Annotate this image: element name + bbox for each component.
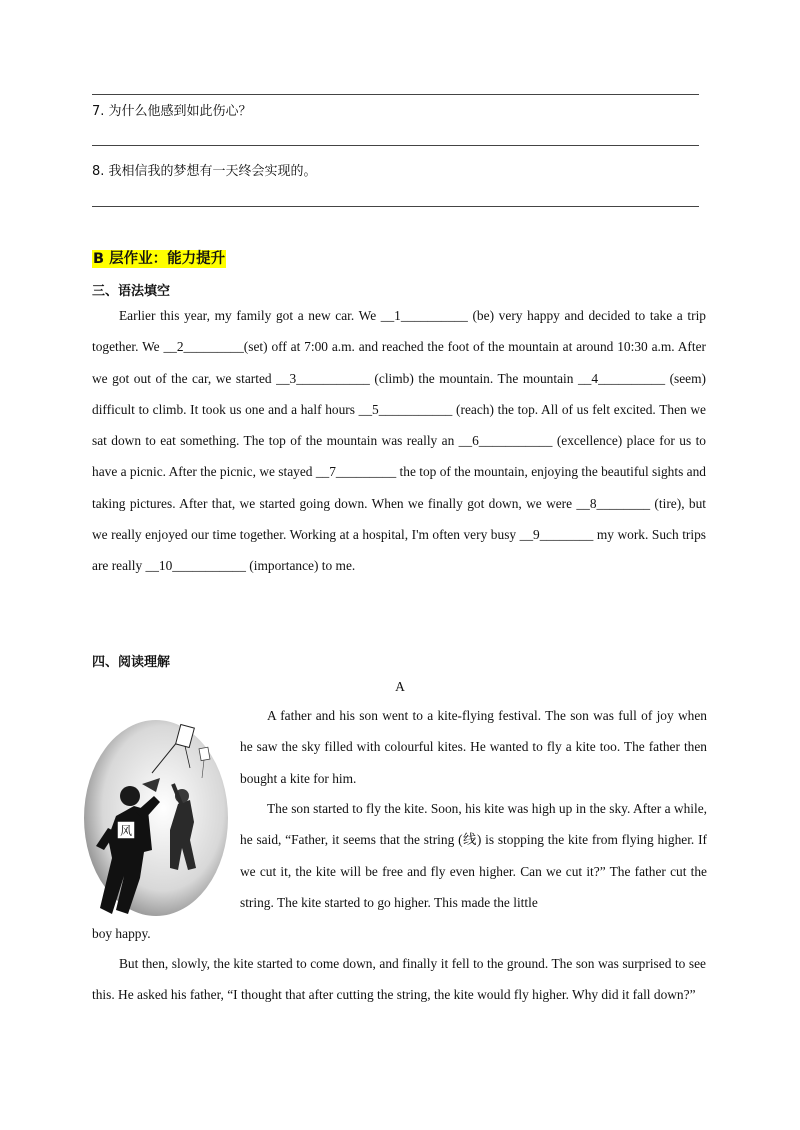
kite-flying-illustration xyxy=(78,718,228,918)
passage-paragraph-1: A father and his son went to a kite-flying festival. The son was full of joy when he saw the sky filled with colourful kites. He wanted to fly a kite too. The father then bought a kite for him. xyxy=(240,708,707,786)
reading-heading: 四、阅读理解 xyxy=(92,655,171,670)
grammar-heading: 三、语法填空 xyxy=(92,284,171,299)
passage-paragraph-2-end: boy happy. xyxy=(92,926,151,941)
answer-line xyxy=(92,206,699,207)
passage-paragraph-3: But then, slowly, the kite started to come down, and finally it fell to the ground. The son was surprised to see this. He asked his father, “I thought that after cutting the string, the kite would fly higher. Why did it fall down?” xyxy=(92,956,706,1003)
passage-label: A xyxy=(395,679,405,694)
section-b-highlight: B 层作业：能力提升 xyxy=(93,251,226,267)
jacket-character: 风 xyxy=(119,824,133,838)
translation-question-7: 7. 为什么他感到如此伤心？ xyxy=(92,104,252,119)
section-b-title xyxy=(92,247,226,268)
answer-line xyxy=(92,145,699,146)
answer-line xyxy=(92,94,699,95)
grammar-cloze-text: Earlier this year, my family got a new car. We __1__________ (be) very happy and decided to take a trip together. We __2_________(set) off at 7:00 a.m. and reached the foot of the mountain at around 10:30 a.m. After we got out of the car, we started __3___________ (climb) the mountain. The mountain __4__________ (seem) difficult to climb. It took us one and a half hours __5___________ (reach) the top. All of us felt excited. Then we sat down to eat something. The top of the mountain was really an __6___________ (excellence) place for us to have a picnic. After the picnic, we stayed __7_________ the top of the mountain, enjoying the beautiful sights and taking pictures. After that, we started going down. When we finally got down, we were __8________ (tire), but we really enjoyed our time together. Working at a hospital, I'm often very busy __9________ my work. Such trips are really __10___________ (importance) to me. xyxy=(92,308,706,574)
passage-paragraph-2: The son started to fly the kite. Soon, his kite was high up in the sky. After a while, he said, “Father, it seems that the string (线) is stopping the kite from flying higher. If we cut it, the kite will be free and fly even higher. Can we cut it?” The father cut the string. The kite started to go higher. This made the little xyxy=(240,801,707,910)
translation-question-8: 8. 我相信我的梦想有一天终会实现的。 xyxy=(92,164,317,179)
